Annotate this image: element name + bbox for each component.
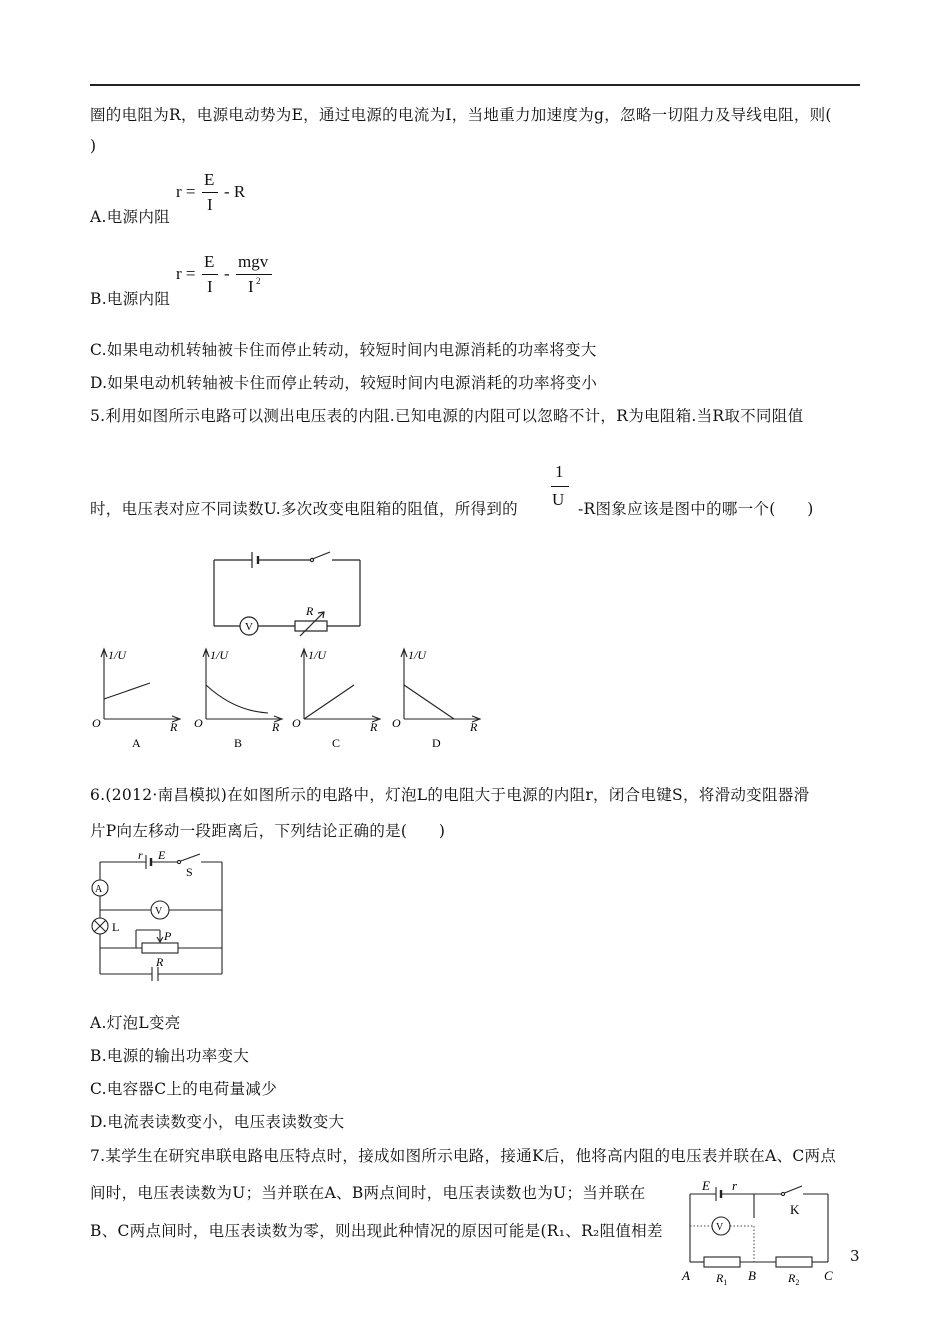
q5-graph-c bbox=[292, 645, 387, 750]
fraction-bar bbox=[202, 274, 218, 275]
q6-line2: 片P向左移动一段距离后，下列结论正确的是( ) bbox=[90, 822, 446, 840]
formula-num: E bbox=[204, 252, 215, 271]
q4-line2: ) bbox=[90, 137, 97, 155]
formula-exp: 2 bbox=[256, 276, 261, 286]
graph-xlabel: R bbox=[470, 720, 478, 734]
q5-graph-b bbox=[194, 645, 289, 750]
q4-line1: 圈的电阻为R，电源电动势为E，通过电源的电流为I，当地重力加速度为g，忽略一切阻力及导线电阻，则( bbox=[90, 106, 832, 124]
k-label: K bbox=[790, 1202, 800, 1217]
q4-option-a-label: A.电源内阻 bbox=[90, 208, 170, 226]
graph-xlabel: R bbox=[272, 720, 280, 734]
lamp-label: L bbox=[112, 920, 120, 934]
page-number: 3 bbox=[850, 1247, 860, 1265]
ammeter-label: A bbox=[95, 884, 103, 895]
r1-letter: R bbox=[716, 1271, 724, 1285]
r1-subscript: 1 bbox=[723, 1278, 728, 1287]
q6-option-c: C.电容器C上的电荷量减少 bbox=[90, 1080, 277, 1098]
node-a-label: A bbox=[682, 1268, 690, 1283]
q7-line1: 7.某学生在研究串联电路电压特点时，接成如图所示电路，接通K后，他将高内阻的电压表并联在A、C两点 bbox=[90, 1147, 837, 1165]
graph-option-label: A bbox=[132, 736, 141, 750]
e-label: E bbox=[158, 848, 166, 862]
q4-option-a-formula bbox=[176, 170, 286, 222]
q5-line2-pre: 时，电压表对应不同读数U.多次改变电阻箱的阻值，所得到的 bbox=[90, 500, 518, 518]
fraction-num: 1 bbox=[555, 462, 564, 481]
q5-graph-a bbox=[92, 645, 187, 750]
r2-letter: R bbox=[788, 1271, 796, 1285]
graph-option-label: C bbox=[332, 736, 341, 750]
formula-den2: I bbox=[248, 277, 254, 296]
graph-origin: O bbox=[392, 716, 401, 730]
q6-option-a: A.灯泡L变亮 bbox=[90, 1014, 181, 1032]
graph-origin: O bbox=[92, 716, 101, 730]
q5-circuit-diagram bbox=[200, 548, 370, 638]
q7-line2: 间时，电压表读数为U；当并联在A、B两点间时，电压表读数也为U；当并联在 bbox=[90, 1184, 646, 1202]
graph-ylabel: 1/U bbox=[308, 648, 326, 662]
fraction-bar bbox=[202, 192, 218, 193]
header-rule bbox=[90, 84, 860, 86]
formula-num2: mgv bbox=[238, 252, 269, 271]
node-b-label: B bbox=[748, 1268, 756, 1283]
q5-line2-post: -R图象应该是图中的哪一个( ) bbox=[578, 500, 814, 518]
q5-line1: 5.利用如图所示电路可以测出电压表的内阻.已知电源的内阻可以忽略不计，R为电阻箱.当R取不同阻值 bbox=[90, 407, 804, 425]
graph-origin: O bbox=[292, 716, 301, 730]
fraction-den: U bbox=[552, 490, 565, 509]
formula-minus: - bbox=[224, 264, 230, 283]
graph-ylabel: 1/U bbox=[408, 648, 426, 662]
voltmeter-label: V bbox=[716, 1222, 724, 1233]
formula-den: I bbox=[207, 195, 213, 214]
graph-option-label: D bbox=[432, 736, 441, 750]
q5-fraction bbox=[548, 462, 578, 518]
q4-option-d: D.如果电动机转轴被卡住而停止转动，较短时间内电源消耗的功率将变小 bbox=[90, 374, 598, 392]
formula-lhs: r = bbox=[176, 182, 196, 201]
voltmeter-label: V bbox=[155, 906, 163, 917]
q4-option-b-label: B.电源内阻 bbox=[90, 290, 171, 308]
graph-xlabel: R bbox=[370, 720, 378, 734]
q7-circuit-diagram bbox=[682, 1176, 838, 1316]
graph-ylabel: 1/U bbox=[210, 648, 228, 662]
q6-option-b: B.电源的输出功率变大 bbox=[90, 1047, 250, 1065]
q4-option-b-formula bbox=[176, 252, 296, 304]
r-label: r bbox=[138, 848, 143, 862]
formula-num: E bbox=[204, 170, 215, 189]
graph-origin: O bbox=[194, 716, 203, 730]
voltmeter-label: V bbox=[245, 621, 253, 633]
r2-subscript: 2 bbox=[795, 1278, 800, 1287]
node-c-label: C bbox=[824, 1268, 833, 1283]
s-label: S bbox=[186, 865, 193, 879]
fraction-bar-2 bbox=[236, 274, 272, 275]
fraction-bar bbox=[551, 486, 569, 487]
slider-label: P bbox=[164, 929, 172, 943]
q6-line1: 6.(2012·南昌模拟)在如图所示的电路中，灯泡L的电阻大于电源的内阻r，闭合电键S，将滑动变阻器滑 bbox=[90, 786, 810, 804]
graph-option-label: B bbox=[234, 736, 243, 750]
q7-line3: B、C两点间时，电压表读数为零，则出现此种情况的原因可能是(R₁、R₂阻值相差 bbox=[90, 1222, 663, 1240]
formula-lhs: r = bbox=[176, 264, 196, 283]
formula-den: I bbox=[207, 277, 213, 296]
q6-circuit-diagram bbox=[88, 850, 228, 982]
q5-graph-d bbox=[392, 645, 487, 750]
q4-option-c: C.如果电动机转轴被卡住而停止转动，较短时间内电源消耗的功率将变大 bbox=[90, 341, 597, 359]
q6-option-d: D.电流表读数变小，电压表读数变大 bbox=[90, 1113, 345, 1131]
graph-xlabel: R bbox=[170, 720, 178, 734]
rheostat-label: R bbox=[156, 955, 164, 969]
resistor-label: R bbox=[306, 604, 314, 618]
formula-rest: - R bbox=[224, 182, 246, 201]
e-label: E bbox=[702, 1178, 710, 1193]
r-label: r bbox=[732, 1178, 738, 1193]
r2-label bbox=[787, 1271, 799, 1287]
graph-ylabel: 1/U bbox=[108, 648, 126, 662]
r1-label bbox=[715, 1271, 727, 1287]
